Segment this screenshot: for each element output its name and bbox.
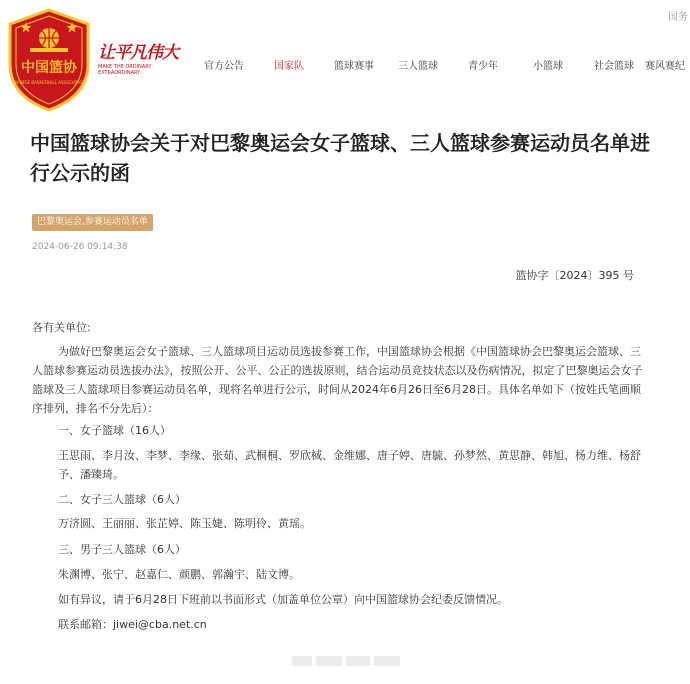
objection-notice: 如有异议，请于6月28日下班前以书面形式（加盖单位公章）向中国篮球协会纪委反馈情况。 (58, 593, 508, 606)
nav-item-national-team[interactable]: 国家队 (274, 61, 304, 72)
email-address[interactable]: jiwei@cba.net.cn (113, 618, 207, 631)
section2-heading: 二、女子三人篮球（6人） (58, 493, 186, 506)
nav-item-events[interactable]: 篮球赛事 (334, 61, 374, 72)
section1-heading: 一、女子篮球（16人） (58, 424, 171, 437)
article-title: 中国篮球协会关于对巴黎奥运会女子篮球、三人篮球参赛运动员名单进行公示的函 (30, 131, 650, 185)
nav-item-youth[interactable]: 青少年 (468, 61, 498, 72)
watermark (292, 654, 402, 668)
topright-text: 国务 (668, 12, 688, 23)
site-header (0, 0, 690, 120)
main-nav (0, 57, 690, 73)
article-tag[interactable]: 巴黎奥运会,参赛运动员名单 (32, 214, 153, 231)
contact-email-row (58, 615, 648, 634)
logo-text: 中国篮协 (21, 60, 77, 76)
email-label: 联系邮箱： (58, 618, 113, 631)
section3-heading: 三、男子三人篮球（6人） (58, 543, 186, 556)
section1-names: 王思雨、李月汝、李梦、李缘、张茹、武桐桐、罗欣棫、金维娜、唐子婷、唐毓、孙梦然、黄思静、韩旭、杨力维、杨舒予、潘臻琦。 (58, 449, 641, 481)
nav-item-discipline[interactable]: 赛风赛纪 (645, 61, 685, 72)
section2-names: 万济圆、王丽丽、张芷婷、陈玉婕、陈明伶、黄瑶。 (58, 517, 311, 530)
nav-item-social-basketball[interactable]: 社会篮球 (594, 61, 634, 72)
slogan-main: 让平凡伟大 (98, 43, 178, 63)
article-date: 2024-06-26 09:14:38 (32, 242, 128, 252)
section3-names: 朱渊博、张宁、赵嘉仁、颜鹏、郭瀚宇、陆文博。 (58, 568, 300, 581)
logo-subtext: CHINESE BASKETBALL ASSOCIATION (12, 80, 86, 85)
salutation: 各有关单位: (32, 321, 91, 334)
nav-item-announcements[interactable]: 官方公告 (204, 61, 244, 72)
slogan-sub-line2: EXTRAORDINARY (98, 70, 141, 76)
document-number: 篮协字〔2024〕395 号 (515, 269, 634, 282)
intro-paragraph: 为做好巴黎奥运会女子篮球、三人篮球项目运动员选拔参赛工作，中国篮球协会根据《中国篮球协会巴黎奥运会篮球、三人篮球参赛运动员选拔办法》，按照公开、公平、公正的选拔原则，结合运动员竞技状态以及伤病情况，拟定了巴黎奥运会女子篮球及三人篮球项目参赛运动员名单，现将名单进行公示，时间从2024年6月26日至6月28日。具体名单如下（按姓氏笔画顺序排列，排名不分先后）： (32, 345, 643, 415)
nav-item-3x3[interactable]: 三人篮球 (398, 61, 438, 72)
slogan-sub-line1: MAKE THE ORDINARY (98, 64, 152, 70)
nav-item-mini-basketball[interactable]: 小篮球 (533, 61, 563, 72)
